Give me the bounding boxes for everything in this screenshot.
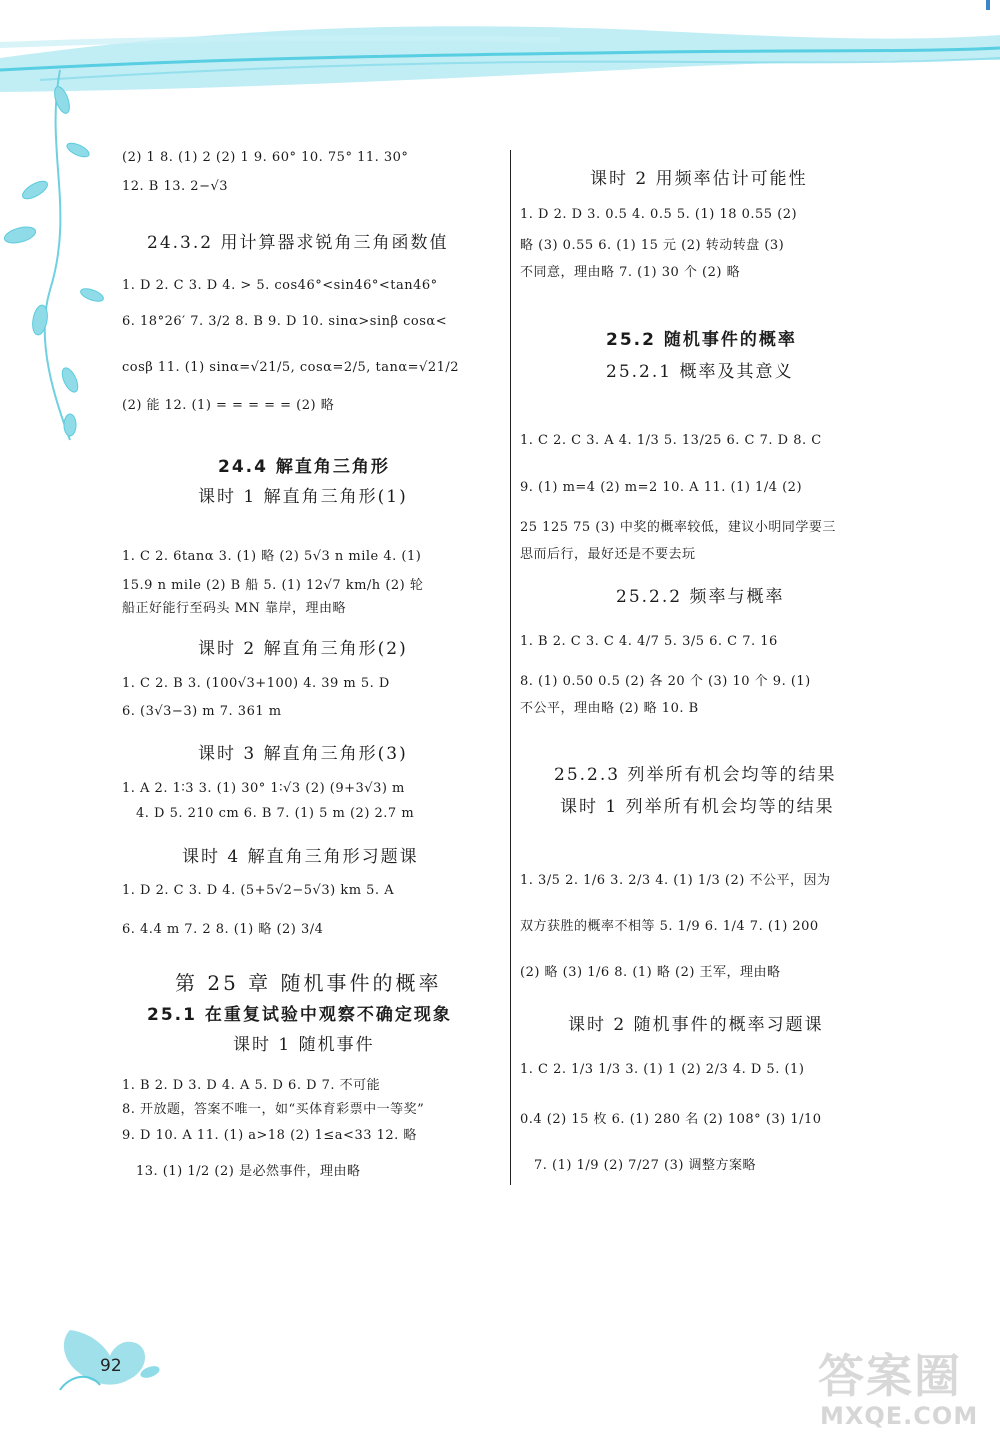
answer-line: 1. B 2. C 3. C 4. 4/7 5. 3/5 6. C 7. 16 xyxy=(520,634,778,649)
answer-line: 1. C 2. C 3. A 4. 1/3 5. 13/25 6. C 7. D 8. C xyxy=(520,433,822,448)
lesson-heading: 课时 1 解直角三角形(1) xyxy=(198,487,408,507)
answer-line: 1. D 2. C 3. D 4. > 5. cos46°<sin46°<tan46° xyxy=(122,278,438,293)
answer-line: 4. D 5. 210 cm 6. B 7. (1) 5 m (2) 2.7 m xyxy=(136,806,415,821)
answer-line: 8. 开放题，答案不唯一，如“买体育彩票中一等奖” xyxy=(122,1102,425,1117)
answer-line: 1. C 2. B 3. (100√3+100) 4. 39 m 5. D xyxy=(122,676,390,691)
answer-line: 1. 3/5 2. 1/6 3. 2/3 4. (1) 1/3 (2) 不公平，因为 xyxy=(520,873,831,888)
answer-line: 6. (3√3−3) m 7. 361 m xyxy=(122,704,282,719)
section-heading: 24.3.2 用计算器求锐角三角函数值 xyxy=(147,233,449,253)
answer-line: 25 125 75 (3) 中奖的概率较低，建议小明同学要三 xyxy=(520,520,836,535)
lesson-heading: 课时 2 随机事件的概率习题课 xyxy=(568,1015,824,1035)
answer-line: 15.9 n mile (2) B 船 5. (1) 12√7 km/h (2) 轮 xyxy=(122,578,424,593)
lesson-heading: 课时 2 解直角三角形(2) xyxy=(198,639,408,659)
lesson-heading: 课时 1 随机事件 xyxy=(233,1035,375,1055)
answer-line: 略 (3) 0.55 6. (1) 15 元 (2) 转动转盘 (3) xyxy=(520,238,785,253)
answer-line: (2) 能 12. (1) = = = = = (2) 略 xyxy=(122,398,335,413)
answer-line: 双方获胜的概率不相等 5. 1/9 6. 1/4 7. (1) 200 xyxy=(520,919,819,934)
lesson-heading: 25.2.1 概率及其意义 xyxy=(606,362,794,382)
chapter-heading: 第 25 章 随机事件的概率 xyxy=(175,971,442,995)
answer-line: 6. 18°26′ 7. 3/2 8. B 9. D 10. sinα>sinβ cosα< xyxy=(122,314,448,329)
answer-line: 1. A 2. 1∶3 3. (1) 30° 1∶√3 (2) (9+3√3) m xyxy=(122,781,405,796)
lesson-heading: 课时 3 解直角三角形(3) xyxy=(198,744,408,764)
watermark-site: MXQE.COM xyxy=(820,1402,979,1430)
answer-line: 1. C 2. 1/3 1/3 3. (1) 1 (2) 2/3 4. D 5. (1) xyxy=(520,1062,805,1077)
answer-line: 1. D 2. D 3. 0.5 4. 0.5 5. (1) 18 0.55 (2) xyxy=(520,207,798,222)
answer-line: 1. B 2. D 3. D 4. A 5. D 6. D 7. 不可能 xyxy=(122,1078,381,1093)
lesson-heading: 课时 1 列举所有机会均等的结果 xyxy=(560,797,835,817)
section-heading: 25.2 随机事件的概率 xyxy=(606,330,797,350)
answer-line: 6. 4.4 m 7. 2 8. (1) 略 (2) 3/4 xyxy=(122,922,324,937)
answer-line: 8. (1) 0.50 0.5 (2) 各 20 个 (3) 10 个 9. (1) xyxy=(520,674,811,689)
answer-line: 13. (1) 1/2 (2) 是必然事件，理由略 xyxy=(136,1164,361,1179)
answer-line: 7. (1) 1/9 (2) 7/27 (3) 调整方案略 xyxy=(534,1158,757,1173)
lesson-heading: 课时 4 解直角三角形习题课 xyxy=(182,847,419,867)
answer-line: 船正好能行至码头 MN 靠岸，理由略 xyxy=(122,601,346,616)
vine-ornament xyxy=(3,70,105,440)
answer-line: 12. B 13. 2−√3 xyxy=(122,179,229,194)
answer-line: 不同意，理由略 7. (1) 30 个 (2) 略 xyxy=(520,265,741,280)
section-heading: 25.2.3 列举所有机会均等的结果 xyxy=(554,765,837,785)
answer-line: 0.4 (2) 15 枚 6. (1) 280 名 (2) 108° (3) 1/10 xyxy=(520,1112,822,1127)
section-heading: 25.1 在重复试验中观察不确定现象 xyxy=(147,1005,452,1025)
lesson-heading: 25.2.2 频率与概率 xyxy=(616,587,785,607)
column-divider xyxy=(510,150,511,1185)
answer-line: 1. D 2. C 3. D 4. (5+5√2−5√3) km 5. A xyxy=(122,883,395,898)
answer-line: 思而后行，最好还是不要去玩 xyxy=(520,547,696,562)
answer-line: (2) 1 8. (1) 2 (2) 1 9. 60° 10. 75° 11. 30° xyxy=(122,150,409,165)
section-heading: 24.4 解直角三角形 xyxy=(218,457,390,477)
answer-line: cosβ 11. (1) sinα=√21/5, cosα=2/5, tanα=√21/2 xyxy=(122,360,460,375)
lesson-heading: 课时 2 用频率估计可能性 xyxy=(590,169,808,189)
header-swoosh xyxy=(0,0,1000,92)
answer-line: (2) 略 (3) 1/6 8. (1) 略 (2) 王军，理由略 xyxy=(520,965,781,980)
answer-line: 9. (1) m=4 (2) m=2 10. A 11. (1) 1/4 (2) xyxy=(520,480,803,495)
page-number: 92 xyxy=(100,1356,122,1376)
answer-line: 9. D 10. A 11. (1) a>18 (2) 1≤a<33 12. 略 xyxy=(122,1128,417,1143)
answer-line: 不公平，理由略 (2) 略 10. B xyxy=(520,701,699,716)
answer-line: 1. C 2. 6tanα 3. (1) 略 (2) 5√3 n mile 4. (1) xyxy=(122,549,422,564)
watermark-logo: 答案圈 xyxy=(818,1349,962,1403)
